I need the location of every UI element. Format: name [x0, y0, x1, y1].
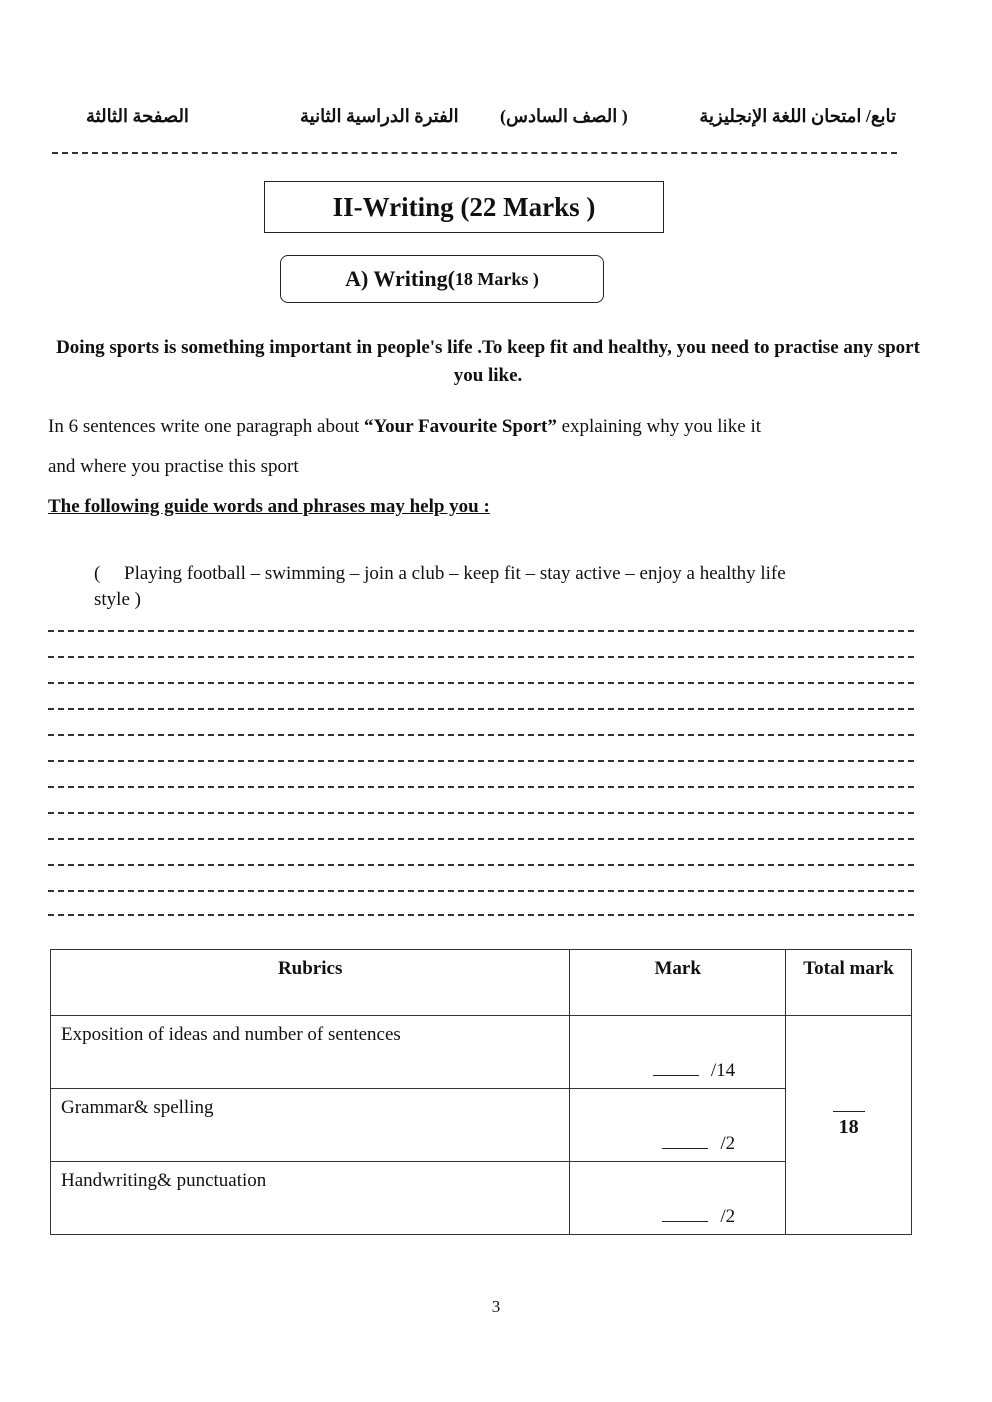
guide-heading: The following guide words and phrases may help you : — [48, 496, 490, 517]
header-subject: تابع/ امتحان اللغة الإنجليزية — [699, 106, 896, 126]
rubric-total: 18 — [833, 1111, 865, 1139]
guide-open-paren: ( — [94, 563, 101, 584]
rubric-header-row — [51, 950, 912, 1016]
rubric-mark: /14 — [710, 1060, 736, 1081]
writing-line[interactable] — [48, 812, 914, 814]
writing-line[interactable] — [48, 914, 914, 916]
section-title-text: II-Writing (22 Marks ) — [332, 191, 596, 222]
writing-line[interactable] — [48, 734, 914, 736]
writing-line[interactable] — [48, 656, 914, 658]
table-row — [51, 1089, 912, 1162]
subtitle-marks: 18 Marks ) — [454, 268, 539, 289]
table-row — [51, 1162, 912, 1235]
rubric-mark-cell[interactable] — [570, 1016, 786, 1089]
rubric-mark-cell[interactable] — [570, 1089, 786, 1162]
writing-line[interactable] — [48, 890, 914, 892]
task-line-1 — [48, 416, 918, 438]
writing-line[interactable] — [48, 786, 914, 788]
rubric-mark-cell[interactable] — [570, 1162, 786, 1235]
intro-text: Doing sports is something important in people's life .To keep fit and healthy, you need to practise any sport you like. — [56, 337, 920, 386]
mark-blank[interactable] — [662, 1221, 708, 1222]
writing-line[interactable] — [48, 838, 914, 840]
writing-line[interactable] — [48, 864, 914, 866]
rubric-criterion: Exposition of ideas and number of sentences — [51, 1016, 570, 1089]
guide-words-text: Playing football – swimming – join a club – keep fit – stay active – enjoy a healthy life style ) — [94, 563, 786, 610]
writing-line[interactable] — [48, 682, 914, 684]
rubric-criterion: Grammar& spelling — [51, 1089, 570, 1162]
task-topic: “Your Favourite Sport” — [364, 416, 557, 437]
mark-blank[interactable] — [653, 1075, 699, 1076]
rubric-table — [50, 949, 912, 1235]
subtitle-text: A) Writing( — [345, 266, 455, 291]
rubric-mark: /2 — [720, 1206, 736, 1227]
task-suffix: explaining why you like it — [556, 416, 762, 437]
rubric-mark: /2 — [720, 1133, 736, 1154]
writing-line[interactable] — [48, 760, 914, 762]
rubric-header-mark: Mark — [570, 950, 786, 1016]
header-term: الفترة الدراسية الثانية — [300, 106, 459, 126]
guide-words — [94, 561, 814, 613]
section-subtitle — [280, 255, 604, 303]
mark-blank[interactable] — [662, 1148, 708, 1149]
header-divider — [52, 152, 897, 154]
rubric-header-rubrics: Rubrics — [51, 950, 570, 1016]
task-prefix: In 6 sentences write one paragraph about — [48, 416, 365, 437]
rubric-header-total: Total mark — [786, 950, 912, 1016]
writing-line[interactable] — [48, 630, 914, 632]
header-grade: ( الصف السادس) — [500, 106, 628, 126]
header-page: الصفحة الثالثة — [86, 106, 189, 126]
rubric-total-cell[interactable] — [786, 1016, 912, 1235]
section-title — [264, 181, 664, 233]
rubric-criterion: Handwriting& punctuation — [51, 1162, 570, 1235]
writing-line[interactable] — [48, 708, 914, 710]
page-number: 3 — [491, 1297, 501, 1316]
table-row — [51, 1016, 912, 1089]
task-line-2: and where you practise this sport — [48, 456, 299, 477]
